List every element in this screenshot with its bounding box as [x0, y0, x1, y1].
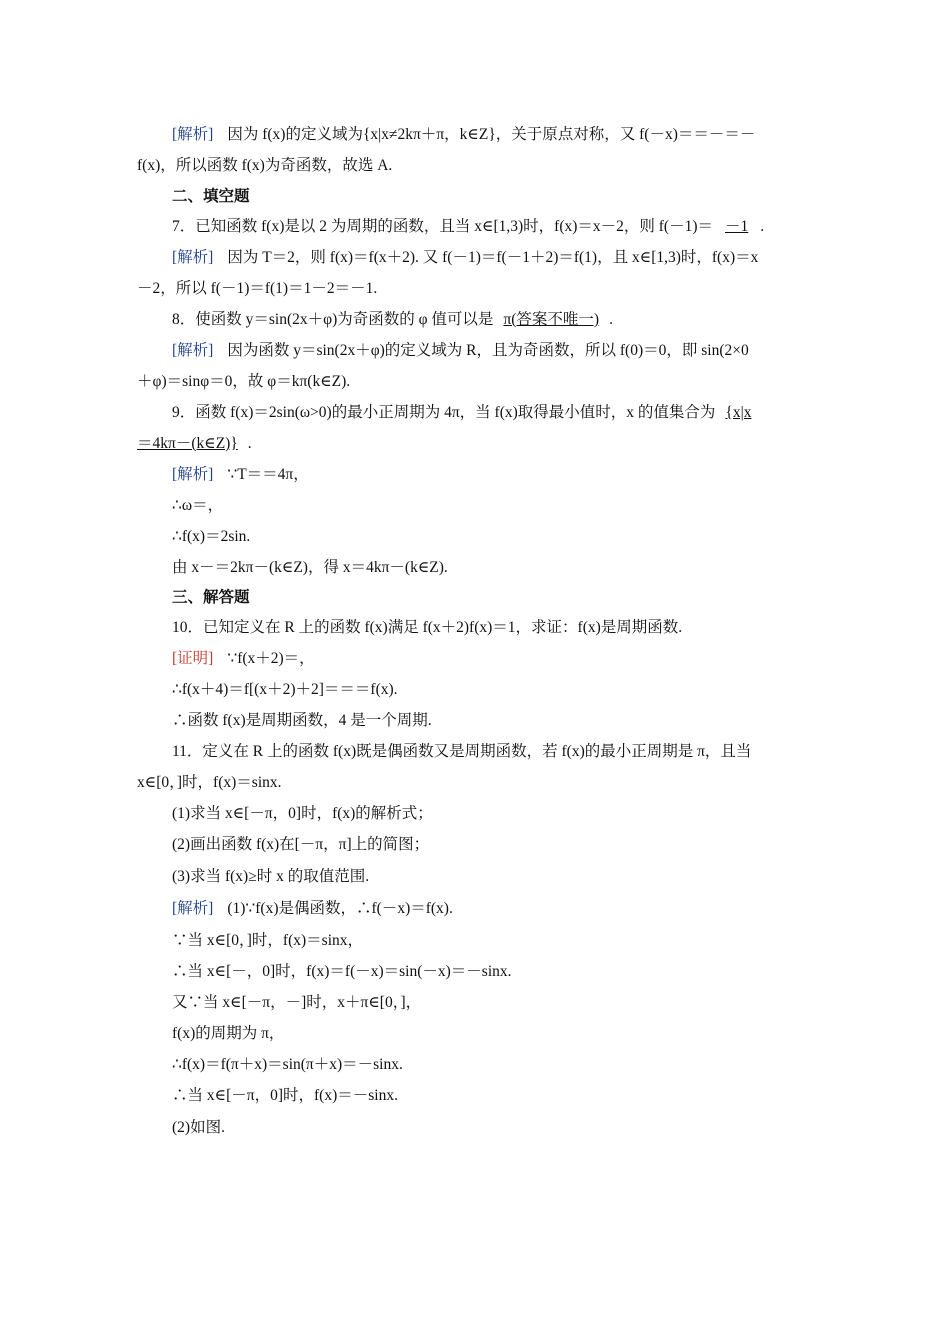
text: ∴当 x∈[－π，0]时，f(x)＝－sinx. [172, 1087, 398, 1104]
text: (1)求当 x∈[－π，0]时，f(x)的解析式； [172, 805, 433, 822]
text: 因为 T＝2，则 f(x)＝f(x＋2). 又 f(－1)＝f(－1＋2)＝f(1)，且 x∈[1,3)时，f(x)＝x [227, 249, 759, 266]
solution-9-line-3 [0, 526, 950, 548]
analysis-tag: [解析] [172, 249, 214, 266]
question-9-line-2 [0, 433, 950, 455]
text: ∵当 x∈[0，]时，f(x)＝sinx， [172, 932, 363, 949]
text: (1)∵f(x)是偶函数，∴f(－x)＝f(x). [227, 900, 453, 917]
text: . [609, 311, 613, 328]
solution-11-line-4 [0, 992, 950, 1014]
question-7 [0, 216, 950, 238]
text: ∵f(x＋2)＝， [227, 650, 315, 667]
text: ＋φ)＝sinφ＝0，故 φ＝kπ(k∈Z). [137, 373, 351, 390]
solution-9-line-1 [0, 464, 950, 486]
solution-6-line-1 [0, 124, 950, 146]
text: －2，所以 f(－1)＝f(1)＝1－2＝－1. [137, 280, 378, 297]
solution-6-line-2 [0, 155, 950, 177]
solution-7-line-1 [0, 247, 950, 269]
text: 10．已知定义在 R 上的函数 f(x)满足 f(x＋2)f(x)＝1，求证：f(x)是周期函数. [172, 619, 683, 636]
proof-10-line-3 [0, 710, 950, 732]
question-10 [0, 617, 950, 639]
text: ∵T＝＝4π， [227, 466, 309, 483]
solution-11-line-6 [0, 1054, 950, 1076]
text: (2)如图. [172, 1119, 225, 1136]
question-11-part-2 [0, 834, 950, 856]
solution-8-line-2 [0, 371, 950, 393]
analysis-tag: [解析] [172, 342, 214, 359]
text: ∴f(x＋4)＝f[(x＋2)＋2]＝＝＝f(x). [172, 681, 398, 698]
text: ∴ω＝， [172, 497, 224, 514]
text: ∴f(x)＝f(π＋x)＝sin(π＋x)＝－sinx. [172, 1056, 403, 1073]
text: ∴当 x∈[－，0]时，f(x)＝f(－x)＝sin(－x)＝－sinx. [172, 963, 512, 980]
question-11-line-1 [0, 741, 950, 763]
text: 7．已知函数 f(x)是以 2 为周期的函数，且当 x∈[1,3)时，f(x)＝x－2，则 f(－1)＝ [172, 218, 714, 235]
text: 8．使函数 y＝sin(2x＋φ)为奇函数的 φ 值可以是 [172, 311, 494, 328]
section-heading-fill-in [0, 186, 950, 208]
question-11-part-3 [0, 866, 950, 888]
answer-blank: {x|x [725, 404, 752, 421]
section-heading-answer [0, 587, 950, 609]
question-9-line-1 [0, 402, 950, 424]
text: x∈[0，]时，f(x)＝sinx. [137, 774, 282, 791]
solution-8-line-1 [0, 340, 950, 362]
text: . [760, 218, 765, 235]
text: ∴函数 f(x)是周期函数，4 是一个周期. [172, 712, 432, 729]
proof-tag: [证明] [172, 650, 214, 667]
proof-10-line-2 [0, 679, 950, 701]
answer-blank: ＝4kπ－(k∈Z)} [137, 435, 238, 452]
answer-blank: π(答案不唯一) [503, 311, 600, 328]
proof-10-line-1 [0, 648, 950, 670]
text: 11．定义在 R 上的函数 f(x)既是偶函数又是周期函数，若 f(x)的最小正周期是 π，且当 [172, 743, 752, 760]
solution-11-line-1 [0, 898, 950, 920]
analysis-tag: [解析] [172, 900, 214, 917]
text: (2)画出函数 f(x)在[－π，π]上的简图； [172, 836, 430, 853]
text: (3)求当 f(x)≥时 x 的取值范围. [172, 868, 370, 885]
solution-11-line-8 [0, 1117, 950, 1139]
text: 又∵当 x∈[－π，－]时，x＋π∈[0，]， [172, 994, 422, 1011]
solution-11-line-5 [0, 1023, 950, 1045]
text: . [247, 435, 252, 452]
solution-9-line-4 [0, 557, 950, 579]
question-8 [0, 309, 950, 331]
question-11-part-1 [0, 803, 950, 825]
text: 二、填空题 [172, 188, 250, 205]
solution-9-line-2 [0, 495, 950, 517]
analysis-tag: [解析] [172, 126, 214, 143]
solution-11-line-3 [0, 961, 950, 983]
analysis-tag: [解析] [172, 466, 214, 483]
text: f(x)，所以函数 f(x)为奇函数，故选 A. [137, 157, 393, 174]
solution-11-line-7 [0, 1085, 950, 1107]
answer-blank: －1 [725, 218, 749, 235]
text: ∴f(x)＝2sin. [172, 528, 251, 545]
text: 因为 f(x)的定义域为{x|x≠2kπ＋π，k∈Z}，关于原点对称，又 f(－x)＝＝－＝－ [227, 126, 756, 143]
solution-11-line-2 [0, 930, 950, 952]
text: 由 x－＝2kπ－(k∈Z)，得 x＝4kπ－(k∈Z). [172, 559, 448, 576]
solution-7-line-2 [0, 278, 950, 300]
text: f(x)的周期为 π， [172, 1025, 285, 1042]
text: 因为函数 y＝sin(2x＋φ)的定义域为 R，且为奇函数，所以 f(0)＝0，即 sin(2×0 [227, 342, 749, 359]
text: 三、解答题 [172, 589, 250, 606]
text: 9．函数 f(x)＝2sin(ω>0)的最小正周期为 4π，当 f(x)取得最小值时，x 的值集合为 [172, 404, 716, 421]
question-11-line-2 [0, 772, 950, 794]
